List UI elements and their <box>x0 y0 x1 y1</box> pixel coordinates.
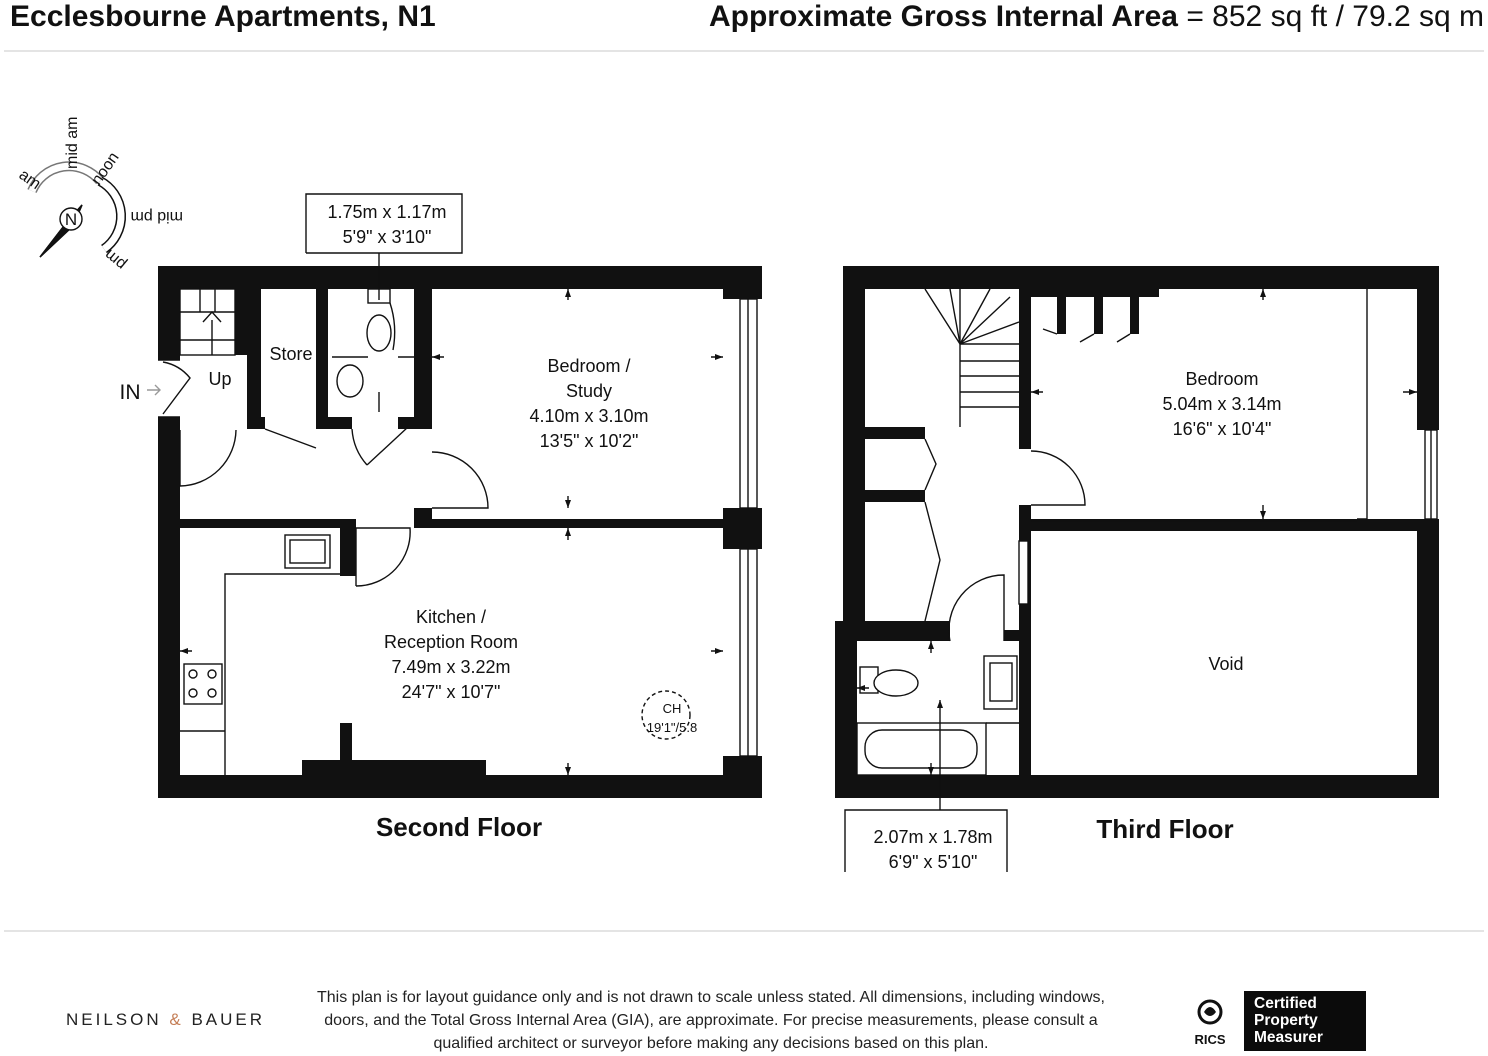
brand-left: NEILSON <box>66 1010 162 1029</box>
cert-line-3: Measurer <box>1254 1029 1323 1046</box>
stairs-up-label: Up <box>208 369 232 389</box>
ceiling-height-value: 19'1"/5.8 <box>646 720 698 735</box>
cert-line-2: Property <box>1254 1012 1318 1029</box>
entrance-arrow-icon <box>147 385 160 395</box>
bedroom-study-name-2: Study <box>565 381 613 401</box>
footer-divider <box>4 930 1484 932</box>
bedroom-study-metric: 4.10m x 3.10m <box>529 406 649 426</box>
kitchen-metric: 7.49m x 3.22m <box>391 657 511 677</box>
ceiling-height-label: CH <box>662 701 682 716</box>
bedroom-study-imperial: 13'5" x 10'2" <box>539 431 639 451</box>
compass-noon: noon <box>88 149 123 189</box>
entrance-label: IN <box>119 381 141 404</box>
bathroom-dimensions-metric: 2.07m x 1.78m <box>873 827 993 847</box>
compass-mid-am: mid am <box>64 116 81 169</box>
third-floor-title: Third Floor <box>1096 814 1234 844</box>
rics-logo-icon <box>1185 996 1235 1048</box>
property-address: Ecclesbourne Apartments, N1 <box>10 0 436 33</box>
kitchen-name-1: Kitchen / <box>415 607 487 627</box>
bedroom-name: Bedroom <box>1185 369 1259 389</box>
gross-area-label: Approximate Gross Internal Area <box>708 0 1178 33</box>
disclaimer-text: This plan is for layout guidance only and is not drawn to scale unless stated. All dimensions, including windows, doors, and the Total Gross Internal Area (GIA), are approximate. For precise measurements, please consult a qualified architect or surveyor before making any decisions based on this plan. <box>317 989 1105 1052</box>
gross-area-value: = 852 sq ft / 79.2 sq m <box>1186 0 1484 33</box>
bedroom-study-name-1: Bedroom / <box>547 356 631 376</box>
compass-pm: pm <box>101 245 130 273</box>
cert-line-1: Certified <box>1254 995 1317 1012</box>
bedroom-metric: 5.04m x 3.14m <box>1162 394 1282 414</box>
brand-right: BAUER <box>191 1010 266 1029</box>
store-label: Store <box>269 344 313 364</box>
compass-am: am <box>15 166 44 194</box>
third-floor-plan <box>835 266 1439 872</box>
bathroom-dimensions-imperial: 6'9" x 5'10" <box>888 852 978 872</box>
kitchen-name-2: Reception Room <box>383 632 519 652</box>
rics-label: RICS <box>1194 1032 1226 1047</box>
compass-mid-pm: mid pm <box>130 208 183 225</box>
kitchen-imperial: 24'7" x 10'7" <box>401 682 501 702</box>
void-label: Void <box>1208 654 1244 674</box>
compass-north: N <box>64 210 78 229</box>
wc-dimensions-metric: 1.75m x 1.17m <box>327 202 447 222</box>
second-floor-title: Second Floor <box>375 812 543 842</box>
wc-dimensions-imperial: 5'9" x 3'10" <box>342 227 432 247</box>
bedroom-imperial: 16'6" x 10'4" <box>1172 419 1272 439</box>
agency-logo <box>66 1010 265 1030</box>
certified-measurer-badge <box>1244 991 1366 1051</box>
brand-amp: & <box>169 1010 184 1029</box>
